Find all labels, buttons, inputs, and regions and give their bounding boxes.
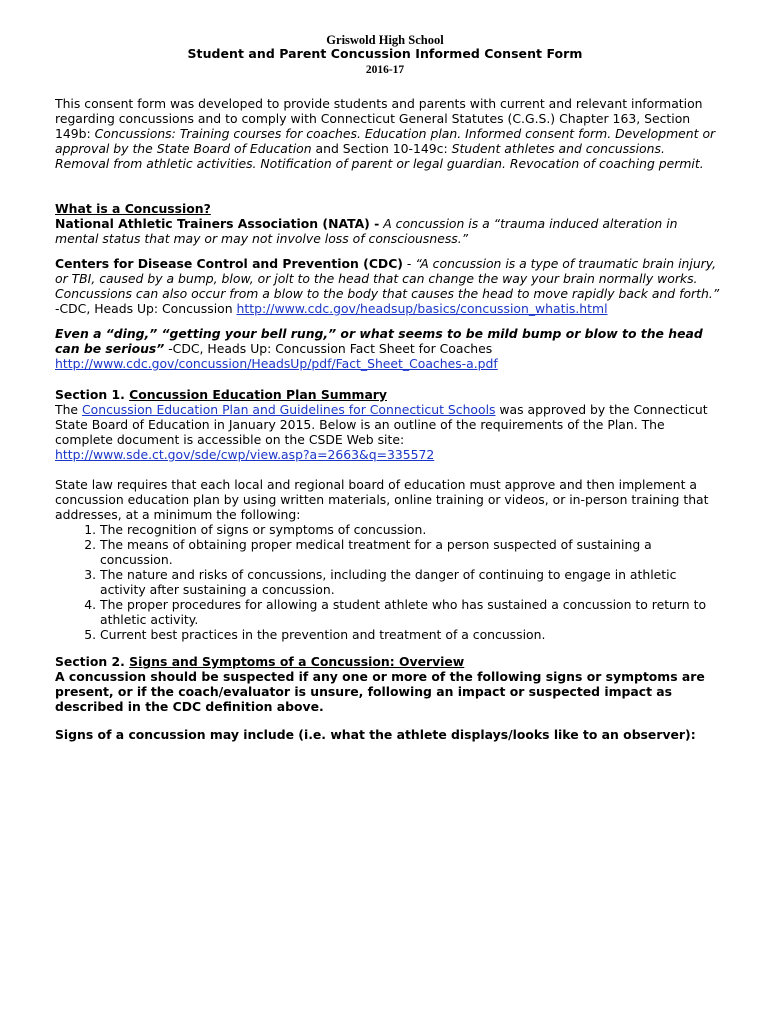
cdc-fact-sheet-link[interactable]: http://www.cdc.gov/concussion/HeadsUp/pdf/Fact_Sheet_Coaches-a.pdf (55, 356, 498, 371)
what-is-heading: What is a Concussion? (55, 201, 211, 216)
cdc-dash: - (402, 256, 416, 271)
nata-label: National Athletic Trainers Association (NATA) - (55, 216, 380, 231)
list-item: 2. The means of obtaining proper medical treatment for a person suspected of sustaining a concussion. (100, 537, 720, 567)
section-1 (55, 387, 720, 462)
form-title: Student and Parent Concussion Informed Consent Form (187, 46, 583, 61)
intro-paragraph (55, 96, 720, 171)
nata-definition (55, 216, 720, 246)
section-2 (55, 654, 720, 714)
suspect-text: A concussion should be suspected if any one or more of the following signs or symptoms are present, or if the coach/evaluator is unsure, following an impact or suspected impact as described in the CDC definition above. (55, 669, 705, 714)
ding-source: -CDC, Heads Up: Concussion Fact Sheet for Coaches (164, 341, 493, 356)
plan-guidelines-link[interactable]: Concussion Education Plan and Guidelines for Connecticut Schools (81, 402, 496, 417)
cdc-source: -CDC, Heads Up: Concussion (55, 301, 237, 316)
ding-quote-block (55, 326, 720, 371)
intro-statute-149b: Concussions: Training courses for coaches. Education plan. Informed consent form. Development or approval by the State Board of Education (55, 126, 716, 156)
ding-quote: Even a “ding,” “getting your bell rung,” or what seems to be mild bump or blow to the head can be serious” (55, 326, 703, 356)
school-name: Griswold High School (326, 33, 444, 47)
section-1-label: Section 1. (55, 387, 130, 402)
section-1-title: Concussion Education Plan Summary (129, 387, 387, 402)
state-law-text: State law requires that each local and regional board of education must approve and then implement a concussion education plan by using written materials, online training or videos, or in-person training that addresses, at a minimum the following: (55, 477, 709, 522)
section-2-title: Signs and Symptoms of a Concussion: Overview (129, 654, 465, 669)
cdc-label: Centers for Disease Control and Prevention (CDC) (55, 256, 403, 271)
list-item: 5. Current best practices in the prevention and treatment of a concussion. (100, 627, 720, 642)
cdc-definition (55, 256, 720, 316)
section-2-heading (55, 654, 720, 669)
csde-website-link[interactable]: http://www.sde.ct.gov/sde/cwp/view.asp?a=2663&q=335572 (55, 447, 435, 462)
state-law-block (55, 477, 720, 642)
intro-text-1: This consent form was developed to provide students and parents with current and relevant information regarding concussions and to comply with Connecticut General Statutes (C.G.S.) Chapter 163, Section 149b: (55, 96, 703, 141)
section-1-heading (55, 387, 720, 402)
section-2-label: Section 2. (55, 654, 130, 669)
section-1-plan-text (55, 402, 720, 462)
signs-heading: Signs of a concussion may include (i.e. what the athlete displays/looks like to an observer): (55, 727, 696, 742)
plan-text-post: was approved by the Connecticut State Board of Education in January 2015. Below is an outline of the requirements of the Plan. The complete document is accessible on the CSDE Web site: (55, 402, 708, 447)
list-item: 1. The recognition of signs or symptoms of concussion. (100, 522, 720, 537)
school-year: 2016-17 (365, 64, 405, 76)
what-is-section (55, 201, 720, 246)
requirements-list (55, 522, 720, 642)
list-item: 3. The nature and risks of concussions, including the danger of continuing to engage in athletic activity after sustaining a concussion. (100, 567, 720, 597)
cdc-quote: “A concussion is a type of traumatic brain injury, or TBI, caused by a bump, blow, or jolt to the head that can change the way your brain normally works. Concussions can also occur from a blow to the body that causes the head to move rapidly back and forth.” (55, 256, 720, 301)
plan-text-pre: The (55, 402, 82, 417)
intro-text-2: and Section 10-149c: (311, 141, 452, 156)
list-item: 4. The proper procedures for allowing a student athlete who has sustained a concussion to return to athletic activity. (100, 597, 720, 627)
intro-statute-149c: Student athletes and concussions. Removal from athletic activities. Notification of parent or legal guardian. Revocation of coaching permit. (55, 141, 704, 171)
cdc-whatis-link[interactable]: http://www.cdc.gov/headsup/basics/concussion_whatis.html (236, 301, 608, 316)
nata-quote: A concussion is a “trauma induced alteration in mental status that may or may not involve loss of consciousness.” (55, 216, 678, 246)
